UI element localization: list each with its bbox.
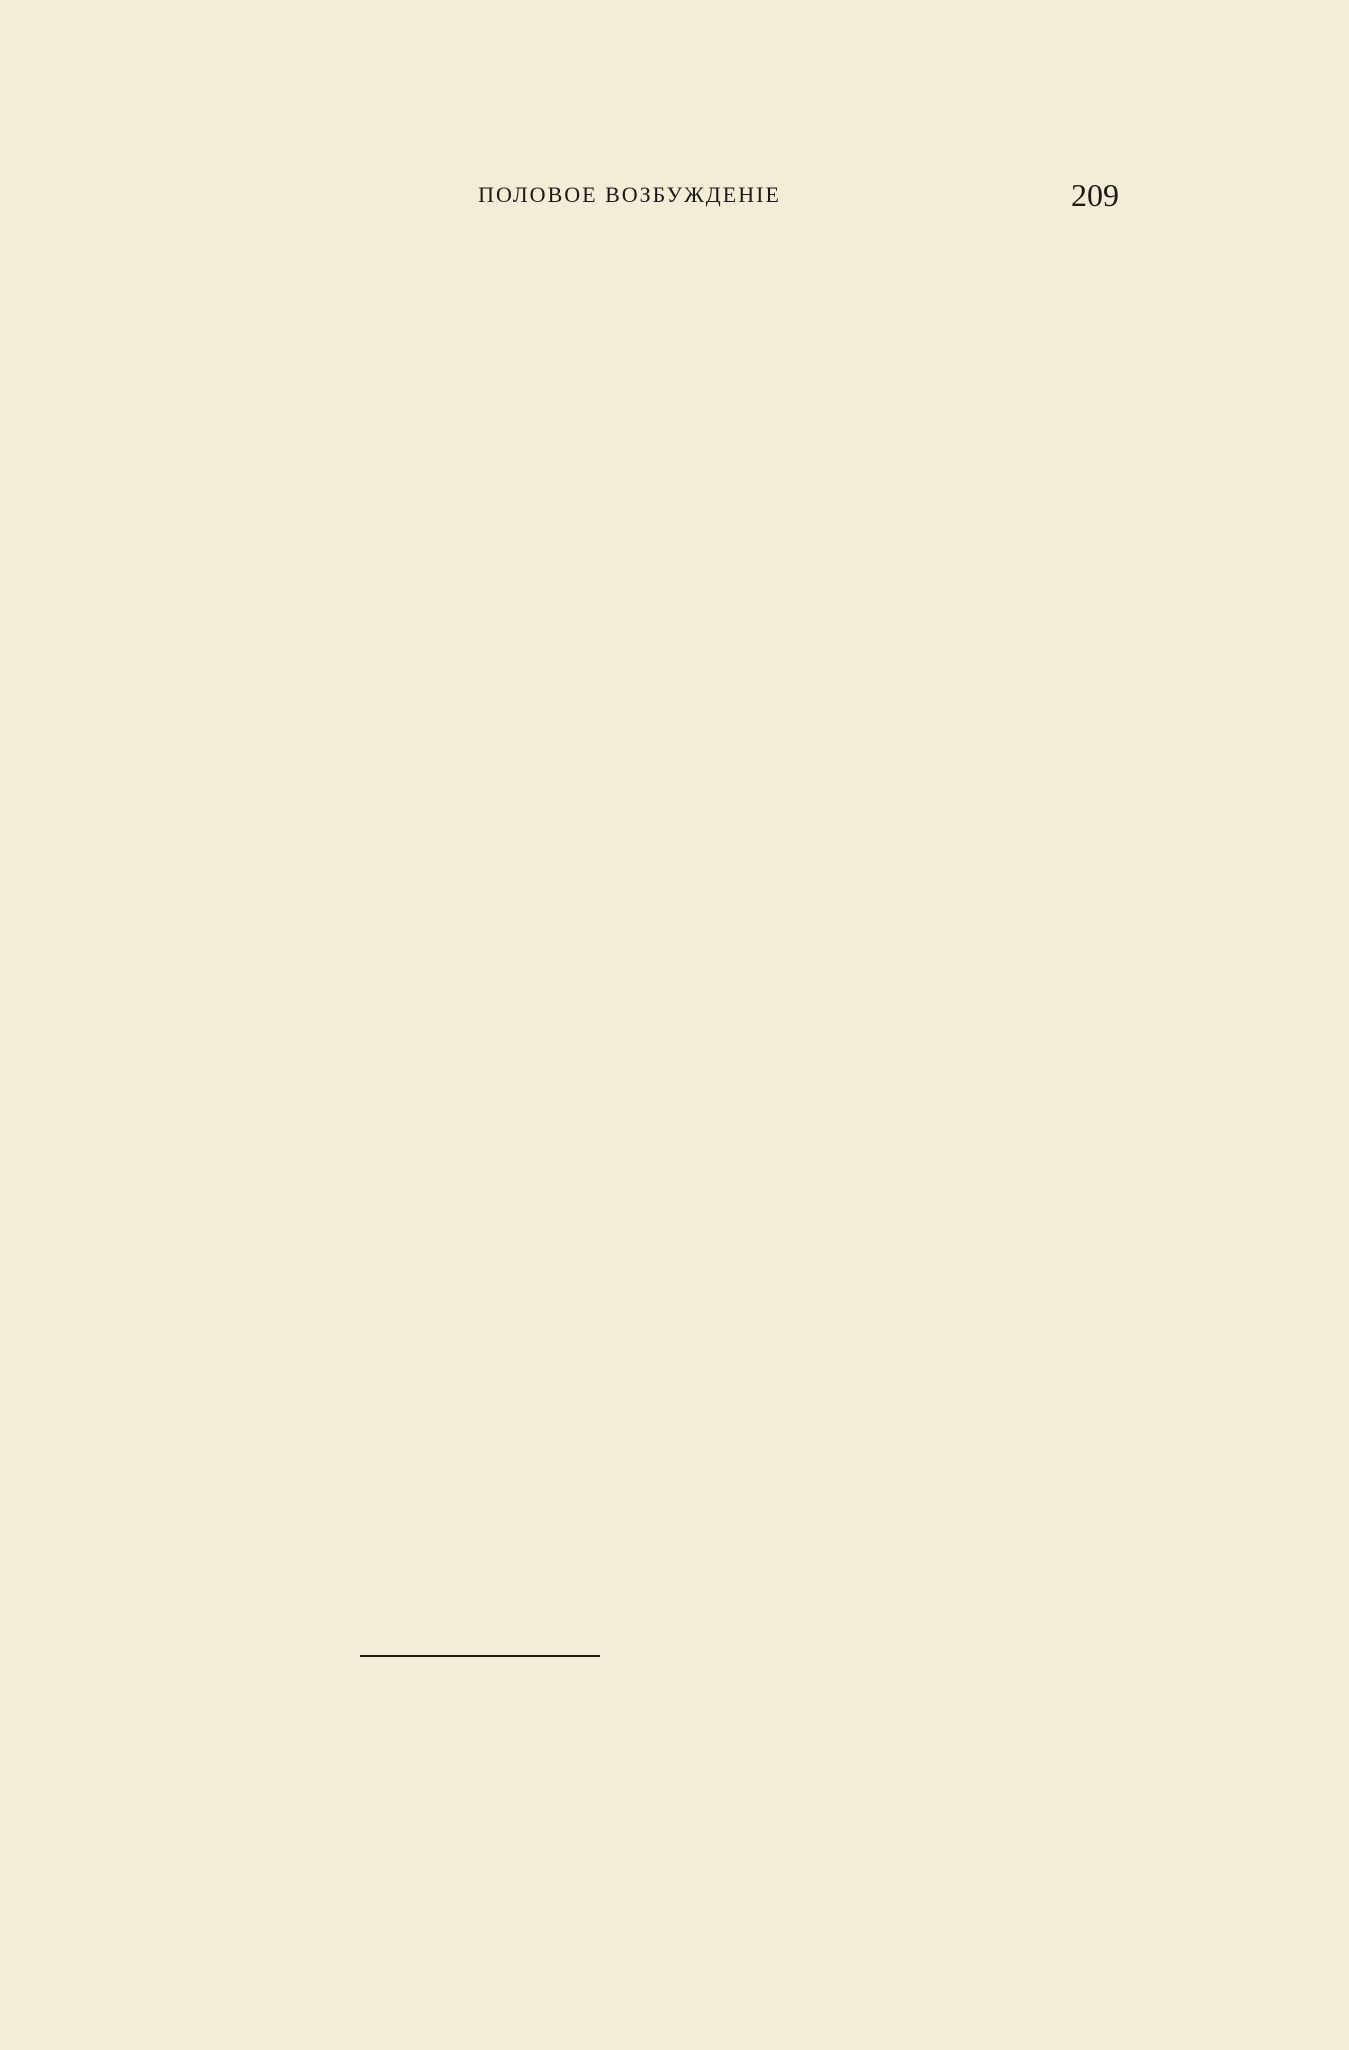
text-body [140,240,1119,248]
running-title: ПОЛОВОЕ ВОЗБУЖДЕНІЕ [478,182,781,207]
page-number: 209 [1071,177,1119,213]
footnote-rule [360,1655,600,1657]
running-head [140,170,1119,220]
